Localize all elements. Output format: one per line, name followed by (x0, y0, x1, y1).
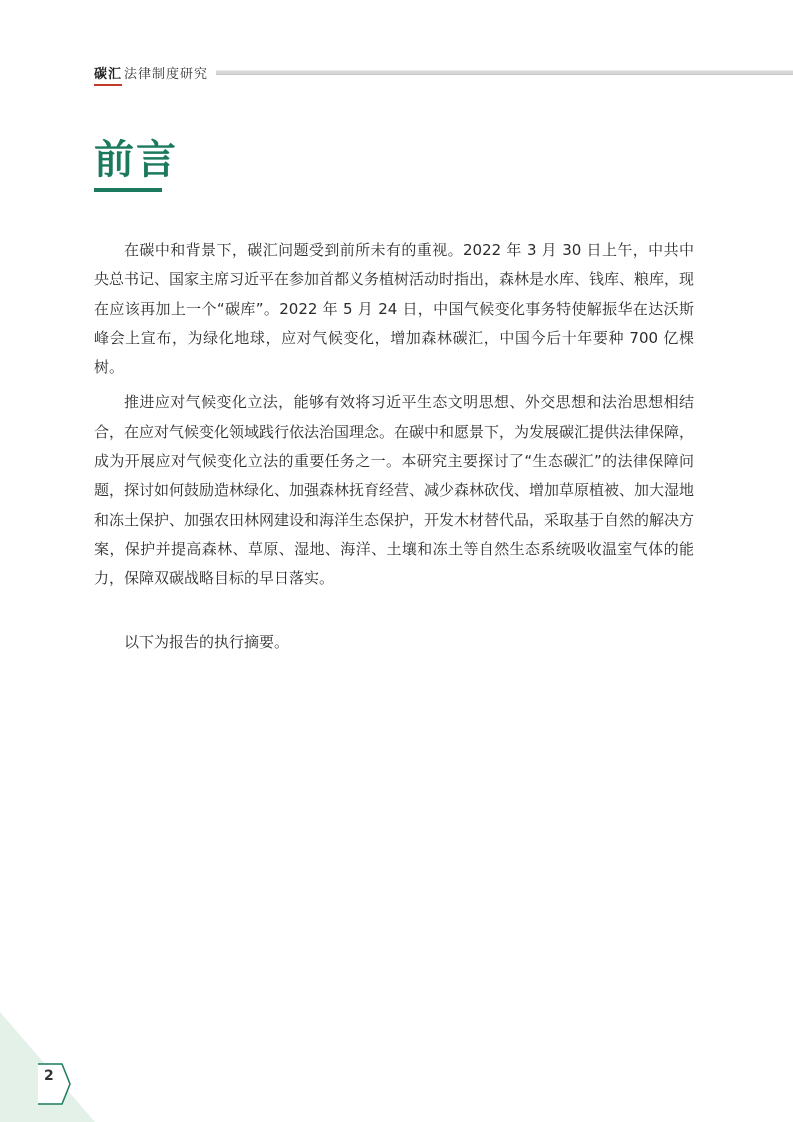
paragraph-2: 推进应对气候变化立法，能够有效将习近平生态文明思想、外交思想和法治思想相结合，在应对气候变化领域践行依法治国理念。在碳中和愿景下，为发展碳汇提供法律保障，成为开展应对气候变化立法的重要任务之一。本研究主要探讨了“生态碳汇”的法律保障问题，探讨如何鼓励造林绿化、加强森林抚育经营、减少森林砍伐、增加草原植被、加大湿地和冻土保护、加强农田林网建设和海洋生态保护，开发木材替代品，采取基于自然的解决方案，保护并提高森林、草原、湿地、海洋、土壤和冻土等自然生态系统吸收温室气体的能力，保障双碳战略目标的早日落实。 (94, 393, 695, 588)
body-text (94, 236, 694, 663)
paragraph-1: 在碳中和背景下，碳汇问题受到前所未有的重视。2022 年 3 月 30 日上午，中共中央总书记、国家主席习近平在参加首都义务植树活动时指出，森林是水库、钱库、粮库，现在应该再加上一个“碳库”。2022 年 5 月 24 日，中国气候变化事务特使解振华在达沃斯峰会上宣布，为绿化地球，应对气候变化，增加森林碳汇，中国今后十年要种 700 亿棵树。 (94, 241, 695, 377)
running-header (94, 60, 793, 84)
header-rule (216, 70, 793, 75)
paragraph-3: 以下为报告的执行摘要。 (124, 632, 290, 651)
header-brand: 碳汇 (94, 63, 122, 82)
page-title: 前言 (94, 137, 178, 183)
page-number: 2 (44, 1068, 54, 1084)
header-title: 法律制度研究 (124, 66, 209, 82)
title-underline (94, 188, 162, 192)
page-number-tab (38, 1064, 70, 1104)
corner-decoration (0, 1012, 120, 1122)
